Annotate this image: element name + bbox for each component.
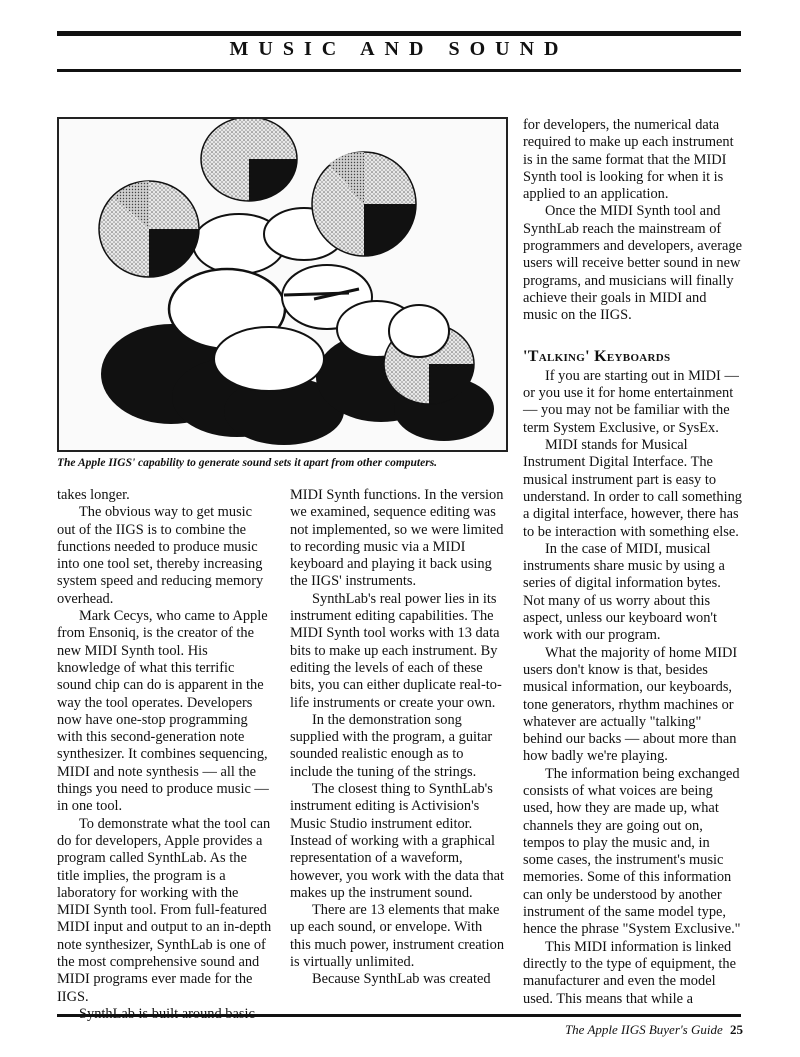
paragraph: In the demonstration song supplied with the program, a guitar sounded realistic enough as to include the tuning of the strings. [290,711,493,780]
section-title: MUSIC AND SOUND [229,38,569,60]
paragraph: This MIDI information is linked directly to the type of equipment, the manufacturer and even the model used. This means that while a [523,938,736,1007]
cymbal-shade [249,159,297,201]
tom-drum [389,305,449,357]
cymbal-shade [149,229,199,277]
paragraph: The information being exchanged consists of what voices are being used, how they are made up, what channels they are going out on, tempos to play the music and, in some cases, the instrument's music memories. Some of this information can only be understood by another instrument of the same model type, hence the phrase "System Exclusive." [523,765,741,938]
paragraph: The closest thing to SynthLab's instrument editing is Activision's Music Studio instrument editor. Instead of working with a graphical representation of a waveform, however, you work with the data that makes up the instrument sound. [290,781,505,901]
header-top-rule [57,31,741,36]
subheading: 'Talking' Keyboards [523,347,671,365]
paragraph: There are 13 elements that make up each sound, or envelope. With this much power, instrument creation is virtually unlimited. [290,902,505,971]
paragraph: Mark Cecys, who came to Apple from Ensoniq, is the creator of the new MIDI Synth tool. His knowledge of what this terrific sound chip can do is apparent in the way the tool operates. Developers now have one-stop programming with this second-generation note synthesizer. It combines sequencing, MIDI and note synthesis — all the things you need to produce music — in one tool. [57,608,269,815]
floor-tom [214,327,324,391]
paragraph: MIDI stands for Musical Instrument Digital Interface. The musical instrument part is easy to understand. In order to call something a digital interface, however, there has to be interaction with something else. [523,437,743,540]
figure-caption: The Apple IIGS' capability to generate sound sets it apart from other computers. [57,457,438,469]
article-column-3 [523,117,743,1008]
paragraph: The obvious way to get music out of the IIGS is to combine the functions needed to produce music into one tool set, thereby increasing system speed and reducing memory overhead. [57,504,264,607]
paragraph: takes longer. [57,487,130,503]
paragraph: Because SynthLab was created [312,971,491,988]
footer-rule [57,1014,741,1017]
paragraph: SynthLab's real power lies in its instrument editing capabilities. The MIDI Synth tool works with 13 data bits to make up each instrument. By editing the levels of each of these bits, you can either duplicate real-to-life instruments or create your own. [290,590,502,711]
cymbal-shade [364,204,416,256]
paragraph: In the case of MIDI, musical instruments share music by using a series of digital information bytes. Not many of us worry about this aspect, unless our keyboard won't work with our program. [523,540,725,644]
drum-kit-graphic [59,119,506,450]
page-footer [565,1022,743,1038]
paragraph: Once the MIDI Synth tool and SynthLab reach the mainstream of programmers and developers, average users will receive better sound in new programs, and musicians will finally achieve their goals in MIDI and music on the IIGS. [523,203,742,324]
paragraph: To demonstrate what the tool can do for developers, Apple provides a program called SynthLab. As the title implies, the program is a laboratory for working with the MIDI Synth tool. From full-featured MIDI input and output to an in-depth note synthesizer, SynthLab is one of the most comprehensive sound and MIDI programs ever made for the IIGS. [57,815,272,1005]
paragraph: MIDI Synth functions. In the version we examined, sequence editing was not implemented, so we were limited to recording music via a MIDI keyboard and playing it back using the IIGS' instruments. [290,487,504,590]
drum-kit-illustration [57,117,508,452]
header-bottom-rule [57,69,741,72]
article-column-1 [57,487,272,1023]
paragraph: What the majority of home MIDI users don't know is that, besides musical information, our keyboards, tone generators, rhythm machines or whatever are actually "talking" behind our backs — about more than how badly we're playing. [523,644,738,765]
paragraph: for developers, the numerical data required to make up each instrument is in the same format that the MIDI Synth tool is looking for when it is applied to an application. [523,117,734,203]
paragraph: If you are starting out in MIDI — or you use it for home entertainment — you may not be familiar with the term System Exclusive, or SysEx. [523,367,739,436]
drum-stick [284,293,349,295]
book-title: The Apple IIGS Buyer's Guide [564,1022,723,1037]
article-column-2 [290,487,505,989]
page-number: 25 [730,1022,743,1037]
